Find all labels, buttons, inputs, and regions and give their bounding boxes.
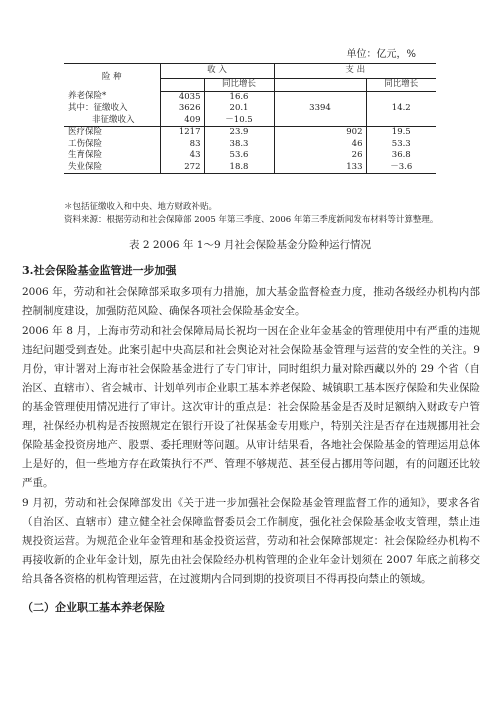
cell-income: 3626 [160,103,204,115]
row-label: 失业保险 [64,162,160,174]
cell-expense: 26 [274,150,366,162]
header-category: 险 种 [64,64,160,92]
section-heading: 3.社会保险基金监管进一步加强 [22,264,177,277]
table-row [64,103,436,115]
cell-income: 4035 [160,91,204,103]
row-label: 生育保险 [68,150,103,160]
table-caption: 表 2 2006 年 1～9 月社会保险基金分险种运行情况 [129,239,371,251]
unit-label: 单位：亿元，% [346,49,416,60]
header-income-growth: 同比增长 [204,79,274,92]
subsection-heading: （二）企业职工基本养老保险 [22,601,165,614]
header-income: 收 入 [160,64,274,79]
paragraph: 9 月初，劳动和社会保障部发出《关于进一步加强社会保险基金管理监督工作的通知》，要求各省（自治区、直辖市）建立健全社会保障监督委员会工作制度，强化社会保险基金收支管理，禁止违规投资运营。为规范企业年金管理和基金投资运营，劳动和社会保障部规定：社会保险经办机构不再接收新的企业年金计划，原先由社会保险经办机构管理的企业年金计划须在 2007 年底之前移交给具备各资格的机构管理运营，在过渡期内合同到期的投资项目不得再投向禁止的领域。 [22,497,480,585]
paragraph: 2006 年，劳动和社会保障部采取多项有力措施，加大基金监督检查力度，推动各级经办机构内部控制制度建设，加强防范风险、确保各项社会保险基金安全。 [22,286,480,317]
cell-income-growth: 16.6 [204,91,274,103]
cell-income-growth: －10.5 [204,115,274,127]
table-row [64,127,436,139]
cell-income: 83 [160,139,204,151]
cell-expense-growth: 19.5 [366,127,436,139]
row-label: 医疗保险 [64,127,160,139]
table-header-row [64,64,436,79]
table-notes [64,201,464,227]
table-row [64,115,436,127]
row-label: 非征缴收入 [92,114,135,125]
paragraph: 2006 年 8 月，上海市劳动和社会保障局局长祝均一因在企业年金基金的管理使用中有严重的违规违纪问题受到查处。此案引起中央高层和社会舆论对社会保险基金管理与运营的安全性的关注。9 月份，审计署对上海市社会保险基金进行了专门审计，同时组织力量对除西藏以外的 29 个省（自治区、直辖市）、省会城市、计划单列市企业职工基本养老保险、城镇职工基本医疗保险和失业保险的基金管理使用情况进行了审计。这次审计的重点是：社会保险基金是否及时足额纳入财政专户管理，社保经办机构是否按照规定在银行开设了社保基金专用账户，特别关注是否存在违规挪用社会保险基金投资房地产、股票、委托理财等问题。从审计结果看，各地社会保险基金的管理运用总体上是好的，但一些地方存在政策执行不严、管理不够规范、甚至侵占挪用等问题，有的问题还比较严重。 [22,325,480,489]
cell-income-growth: 38.3 [204,139,274,151]
row-label: 其中：征缴收入 [68,103,128,113]
row-label: 工伤保险 [68,138,103,149]
table-row [64,139,436,151]
fund-table [64,63,436,174]
table-row [64,150,436,162]
cell-expense-growth: 36.8 [366,150,436,162]
cell-income-growth: 18.8 [204,162,274,174]
cell-expense: 902 [274,127,366,139]
cell-income: 43 [160,150,204,162]
cell-income: 272 [160,162,204,174]
cell-income-growth: 23.9 [204,127,274,139]
cell-income-growth: 53.6 [204,150,274,162]
cell-expense-growth: 14.2 [366,103,436,115]
table-row [64,162,436,174]
header-expense-growth: 同比增长 [366,79,436,92]
cell-expense-growth: 53.3 [366,139,436,151]
cell-income: 1217 [160,127,204,139]
cell-expense-growth: －3.6 [366,162,436,174]
row-label: 养老保险* [68,91,107,102]
table-source: 资料来源：根据劳动和社会保障部 2005 年第三季度、2006 年第三季度新闻发布材料等计算整理。 [64,215,439,225]
cell-expense: 46 [274,139,366,151]
table-footnote: ＊包括征缴收入和中央、地方财政补贴。 [64,202,218,212]
table-row [64,91,436,103]
header-expense: 支 出 [274,64,436,79]
cell-income: 409 [160,115,204,127]
cell-income-growth: 20.1 [204,103,274,115]
cell-expense: 3394 [274,103,366,115]
cell-expense: 133 [274,162,366,174]
